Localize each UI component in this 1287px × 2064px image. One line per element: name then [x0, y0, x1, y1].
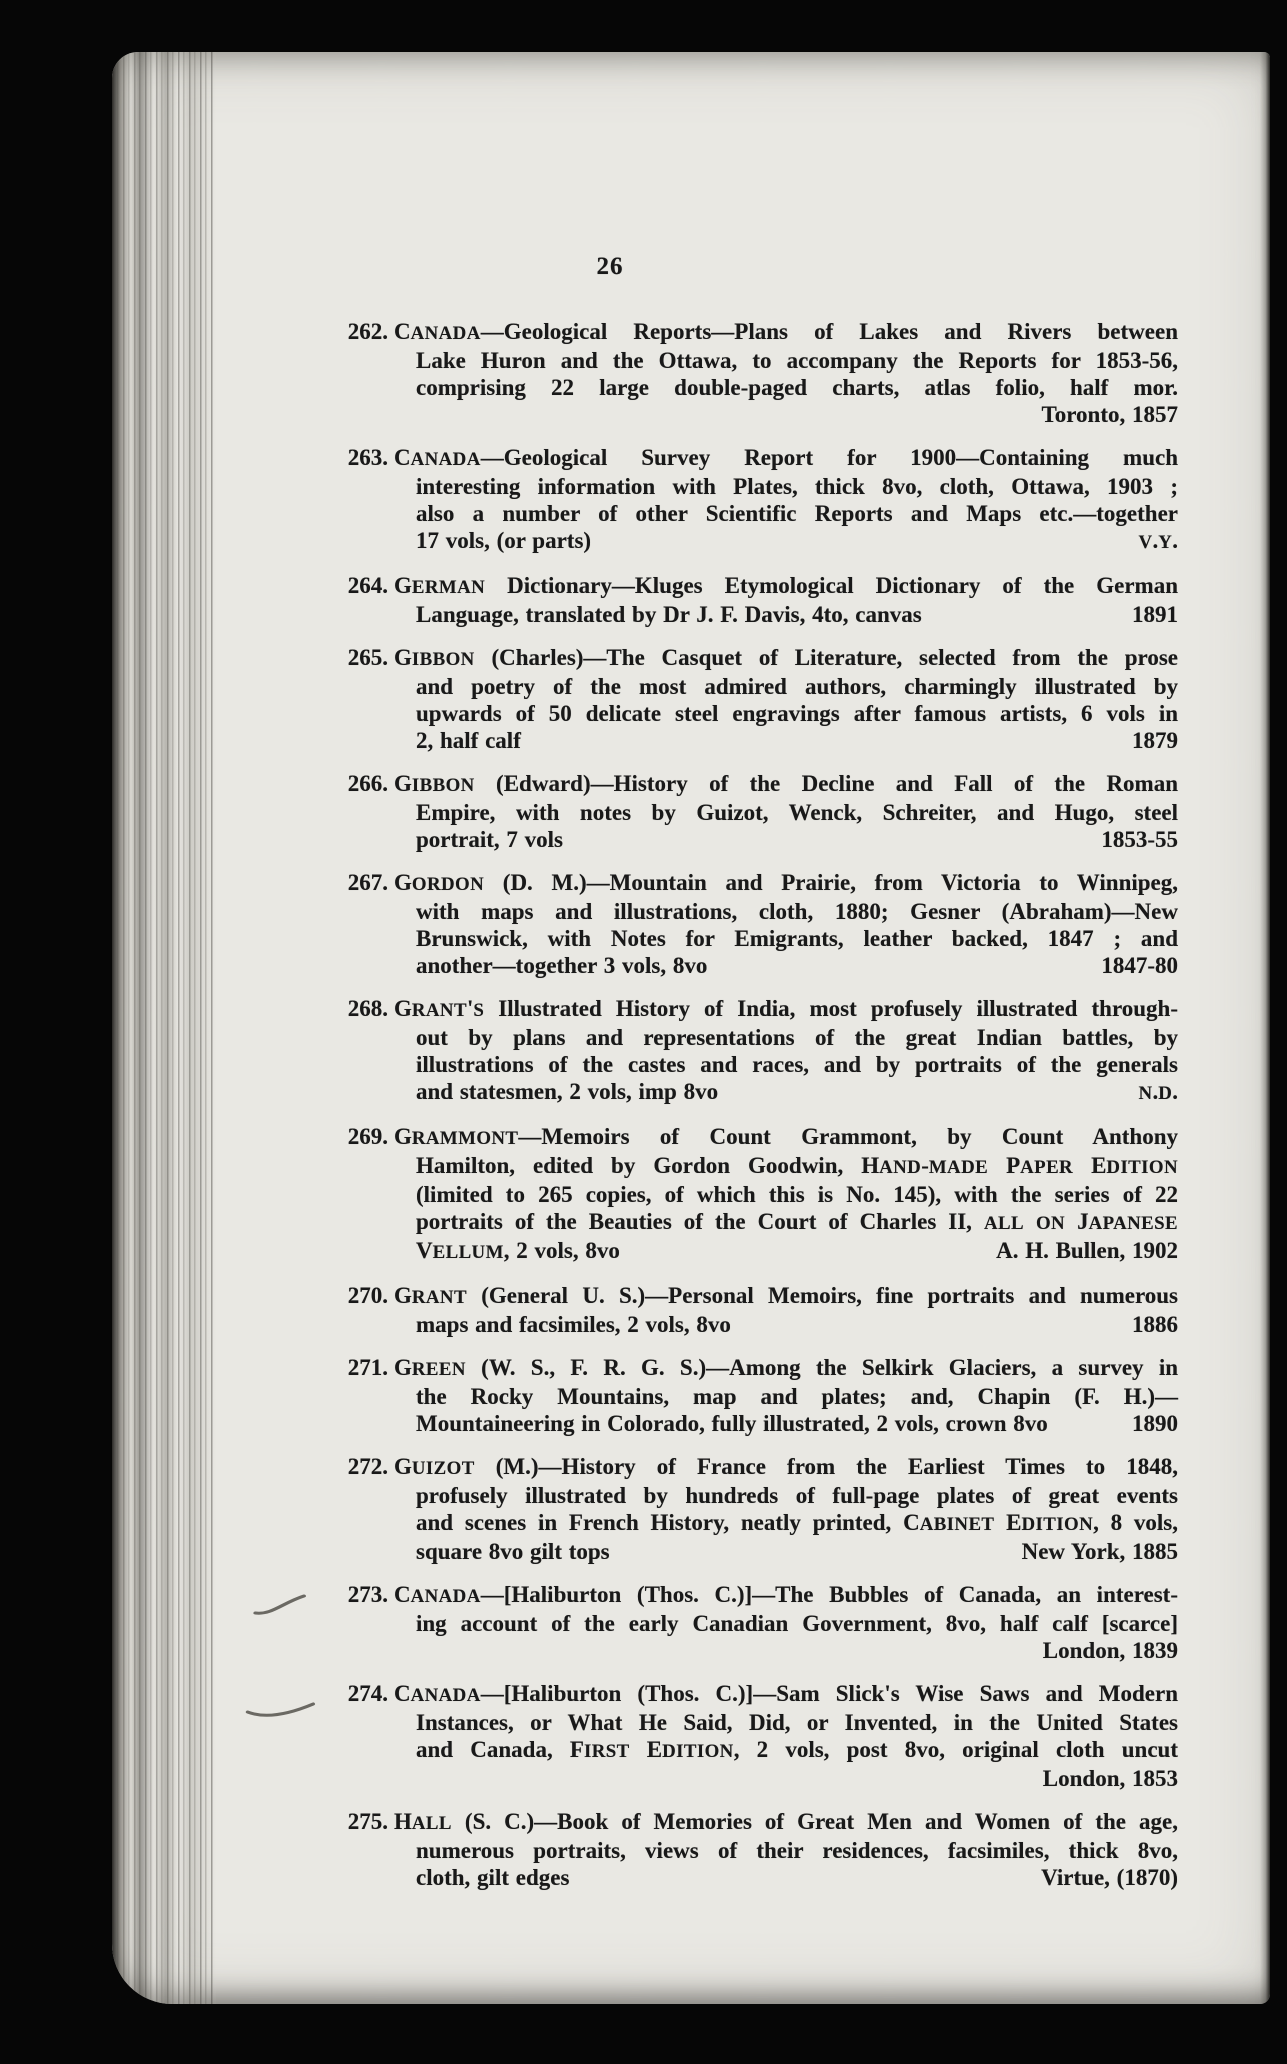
entry-line-text: another—together 3 vols, 8vo — [416, 953, 708, 978]
small-caps-text: CANADA — [394, 445, 481, 470]
entry-line — [394, 601, 1178, 628]
small-caps-text: FIRST EDITION — [569, 1737, 734, 1762]
entry-imprint: 1886 — [1132, 1312, 1178, 1337]
entry-body — [394, 869, 1178, 979]
entry-body — [394, 572, 1178, 628]
entry-line — [394, 1311, 1178, 1338]
entry-line — [394, 1709, 1178, 1736]
entry-line — [394, 1637, 1178, 1664]
small-caps-text: GRANT'S — [394, 996, 485, 1021]
page-edge-stack — [112, 52, 216, 2004]
small-caps-text: CANADA — [394, 319, 481, 344]
catalog-content — [330, 252, 1178, 1891]
catalog-entry — [330, 869, 1178, 979]
entry-line — [394, 700, 1178, 727]
entry-line — [394, 898, 1178, 925]
entry-line-text: interesting information with Plates, thick 8vo, cloth, Ottawa, 1903 ; — [416, 474, 1178, 499]
entry-line — [394, 1152, 1178, 1181]
small-caps-text: GRANT — [394, 1283, 467, 1308]
entry-line-text: GUIZOT (M.)—History of France from the Earliest Times to 1848, — [394, 1454, 1178, 1479]
entry-line — [394, 1383, 1178, 1410]
entry-line — [394, 473, 1178, 500]
entry-line-text: GRANT (General U. S.)—Personal Memoirs, fine portraits and numerous — [394, 1283, 1178, 1308]
entry-line-text: 17 vols, (or parts) — [416, 528, 592, 553]
entry-line — [394, 826, 1178, 853]
entry-number: 264. — [347, 573, 388, 598]
entry-line-text: and scenes in French History, neatly printed, CABINET EDITION, 8 vols, — [416, 1510, 1178, 1535]
entry-number: 273. — [347, 1582, 388, 1607]
entry-line-text: upwards of 50 delicate steel engravings after famous artists, 6 vols in — [416, 701, 1178, 726]
page-number: 26 — [596, 253, 624, 280]
entry-body — [394, 318, 1178, 428]
entry-line-text: portrait, 7 vols — [416, 827, 564, 852]
catalog-entry — [330, 1123, 1178, 1266]
entry-line-text: VELLUM, 2 vols, 8vo — [416, 1238, 620, 1263]
entry-line — [394, 1051, 1178, 1078]
book-page — [112, 52, 1270, 2004]
entry-line-text: GRAMMONT—Memoirs of Count Grammont, by Count Anthony — [394, 1124, 1178, 1149]
entry-number: 267. — [347, 870, 388, 895]
entry-line — [394, 1765, 1178, 1792]
entry-line-text: the Rocky Mountains, map and plates; and, Chapin (F. H.)— — [416, 1384, 1178, 1409]
entry-line — [394, 770, 1178, 799]
entry-line — [394, 952, 1178, 979]
small-caps-text: GORDON — [394, 870, 485, 895]
entry-line-text: also a number of other Scientific Reports and Maps etc.—together — [416, 501, 1178, 526]
entry-line — [394, 995, 1178, 1024]
entry-line — [394, 500, 1178, 527]
entry-line — [394, 1837, 1178, 1864]
catalog-entry — [330, 644, 1178, 754]
entry-line — [394, 1482, 1178, 1509]
entry-line — [394, 1208, 1178, 1237]
entry-number: 269. — [347, 1124, 388, 1149]
entry-number: 271. — [347, 1355, 388, 1380]
entry-line-text: Brunswick, with Notes for Emigrants, leather backed, 1847 ; and — [416, 926, 1178, 951]
catalog-entry-list — [330, 318, 1178, 1891]
entry-body — [394, 1123, 1178, 1266]
entry-line-text: numerous portraits, views of their residences, facsimiles, thick 8vo, — [416, 1838, 1178, 1863]
catalog-entry — [330, 444, 1178, 556]
entry-body — [394, 770, 1178, 853]
entry-number: 275. — [347, 1809, 388, 1834]
small-caps-text: HAND-MADE PAPER EDITION — [861, 1153, 1178, 1178]
entry-line — [394, 1410, 1178, 1437]
entry-body — [394, 1680, 1178, 1792]
small-caps-text: GRAMMONT — [394, 1124, 519, 1149]
entry-line-text: GIBBON (Charles)—The Casquet of Literature, selected from the prose — [394, 645, 1178, 670]
entry-line-text: out by plans and representations of the great Indian battles, by — [416, 1025, 1178, 1050]
entry-line — [394, 374, 1178, 401]
entry-imprint: 1891 — [1132, 602, 1178, 627]
entry-line-text: CANADA—Geological Survey Report for 1900—Containing much — [394, 445, 1178, 470]
entry-line-text: GRANT'S Illustrated History of India, most profusely illustrated through- — [394, 996, 1178, 1021]
entry-line-text: Hamilton, edited by Gordon Goodwin, HAND-MADE PAPER EDITION — [416, 1153, 1178, 1178]
entry-imprint: London, 1839 — [1042, 1638, 1178, 1663]
entry-imprint: New York, 1885 — [1021, 1539, 1178, 1564]
entry-imprint: 1890 — [1132, 1411, 1178, 1436]
entry-line — [394, 1024, 1178, 1051]
entry-line-text: GORDON (D. M.)—Mountain and Prairie, from Victoria to Winnipeg, — [394, 870, 1178, 895]
entry-line-text: CANADA—[Haliburton (Thos. C.)]—Sam Slick's Wise Saws and Modern — [394, 1681, 1178, 1706]
entry-line — [394, 1509, 1178, 1538]
entry-line-text: portraits of the Beauties of the Court of Charles II, ALL ON JAPANESE — [416, 1209, 1178, 1234]
entry-line-text: Mountaineering in Colorado, fully illustrated, 2 vols, crown 8vo — [416, 1411, 1048, 1436]
small-caps-text: CANADA — [394, 1681, 481, 1706]
catalog-entry — [330, 1453, 1178, 1565]
entry-line-text: maps and facsimiles, 2 vols, 8vo — [416, 1312, 731, 1337]
handwritten-pencil-mark — [250, 1587, 312, 1621]
entry-number: 274. — [347, 1681, 388, 1706]
entry-line-text: cloth, gilt edges — [416, 1865, 570, 1890]
entry-line — [394, 1736, 1178, 1765]
catalog-entry — [330, 318, 1178, 428]
entry-body — [394, 995, 1178, 1107]
entry-line-text: and Canada, FIRST EDITION, 2 vols, post 8vo, original cloth uncut — [416, 1737, 1178, 1762]
entry-line-text: with maps and illustrations, cloth, 1880; Gesner (Abraham)—New — [416, 899, 1178, 924]
entry-line-text: profusely illustrated by hundreds of full-page plates of great events — [416, 1483, 1178, 1508]
catalog-entry — [330, 770, 1178, 853]
entry-line — [394, 401, 1178, 428]
entry-body — [394, 1581, 1178, 1664]
entry-line-text: square 8vo gilt tops — [416, 1539, 610, 1564]
entry-imprint: Virtue, (1870) — [1041, 1865, 1178, 1890]
entry-line-text: 2, half calf — [416, 728, 521, 753]
entry-number: 272. — [347, 1454, 388, 1479]
small-caps-text: GUIZOT — [394, 1454, 475, 1479]
entry-body — [394, 1282, 1178, 1338]
entry-line — [394, 869, 1178, 898]
entry-line-text: Instances, or What He Said, Did, or Invented, in the United States — [416, 1710, 1178, 1735]
entry-line — [394, 1181, 1178, 1208]
entry-line — [394, 727, 1178, 754]
catalog-entry — [330, 1581, 1178, 1664]
entry-imprint: 1847-80 — [1101, 953, 1178, 978]
small-caps-text: HALL — [394, 1809, 452, 1834]
entry-line-text: CANADA—Geological Reports—Plans of Lakes and Rivers between — [394, 319, 1178, 344]
entry-line — [394, 444, 1178, 473]
entry-line-text: and poetry of the most admired authors, charmingly illustrated by — [416, 674, 1178, 699]
entry-line — [394, 1123, 1178, 1152]
entry-line-text: illustrations of the castes and races, and by portraits of the generals — [416, 1052, 1178, 1077]
catalog-entry — [330, 572, 1178, 628]
entry-line-text: and statesmen, 2 vols, imp 8vo — [416, 1079, 719, 1104]
entry-line — [394, 1610, 1178, 1637]
small-caps-text: GREEN — [394, 1355, 466, 1380]
entry-line — [394, 644, 1178, 673]
entry-line-text: GREEN (W. S., F. R. G. S.)—Among the Selkirk Glaciers, a survey in — [394, 1355, 1178, 1380]
entry-line — [394, 1680, 1178, 1709]
entry-line — [394, 1453, 1178, 1482]
entry-body — [394, 1808, 1178, 1891]
entry-line — [394, 1864, 1178, 1891]
entry-body — [394, 1453, 1178, 1565]
entry-line-text: GERMAN Dictionary—Kluges Etymological Dictionary of the German — [394, 573, 1178, 598]
entry-number: 265. — [347, 645, 388, 670]
entry-line — [394, 347, 1178, 374]
small-caps-text: CABINET EDITION — [903, 1510, 1094, 1535]
catalog-entry — [330, 995, 1178, 1107]
handwritten-pencil-mark — [244, 1696, 318, 1730]
entry-line-text: Lake Huron and the Ottawa, to accompany the Reports for 1853-56, — [416, 348, 1178, 373]
entry-line — [394, 572, 1178, 601]
entry-line — [394, 1282, 1178, 1311]
entry-imprint: A. H. Bullen, 1902 — [996, 1238, 1178, 1263]
catalog-entry — [330, 1680, 1178, 1792]
entry-line — [394, 673, 1178, 700]
entry-line-text: ing account of the early Canadian Government, 8vo, half calf [scarce] — [416, 1611, 1178, 1636]
entry-line-text: Language, translated by Dr J. F. Davis, 4to, canvas — [416, 602, 922, 627]
small-caps-text: ALL ON JAPANESE — [983, 1209, 1178, 1234]
small-caps-text: VELLUM — [416, 1238, 504, 1263]
entry-imprint: Toronto, 1857 — [1041, 402, 1178, 427]
entry-line-text: CANADA—[Haliburton (Thos. C.)]—The Bubbles of Canada, an interest- — [394, 1582, 1178, 1607]
entry-line — [394, 527, 1178, 556]
entry-number: 268. — [347, 996, 388, 1021]
entry-number: 270. — [347, 1283, 388, 1308]
entry-line — [394, 1354, 1178, 1383]
entry-body — [394, 1354, 1178, 1437]
entry-imprint: 1879 — [1132, 728, 1178, 753]
entry-number: 263. — [347, 445, 388, 470]
entry-imprint: N.D. — [1138, 1079, 1178, 1104]
entry-line — [394, 1538, 1178, 1565]
entry-number: 266. — [347, 771, 388, 796]
entry-line-text: Empire, with notes by Guizot, Wenck, Schreiter, and Hugo, steel — [416, 800, 1178, 825]
entry-line-text: comprising 22 large double-paged charts, atlas folio, half mor. — [416, 375, 1178, 400]
small-caps-text: CANADA — [394, 1582, 481, 1607]
entry-imprint: V.Y. — [1138, 528, 1178, 553]
entry-line — [394, 925, 1178, 952]
catalog-entry — [330, 1808, 1178, 1891]
catalog-entry — [330, 1354, 1178, 1437]
entry-line — [394, 1581, 1178, 1610]
small-caps-text: GIBBON — [394, 645, 475, 670]
entry-line — [394, 1237, 1178, 1266]
entry-line-text: HALL (S. C.)—Book of Memories of Great Men and Women of the age, — [394, 1809, 1178, 1834]
entry-imprint: 1853-55 — [1101, 827, 1178, 852]
entry-line — [394, 1808, 1178, 1837]
entry-line — [394, 799, 1178, 826]
catalog-entry — [330, 1282, 1178, 1338]
entry-body — [394, 444, 1178, 556]
entry-line-text: GIBBON (Edward)—History of the Decline and Fall of the Roman — [394, 771, 1178, 796]
entry-line-text: (limited to 265 copies, of which this is No. 145), with the series of 22 — [416, 1182, 1178, 1207]
small-caps-text: GERMAN — [394, 573, 486, 598]
entry-line — [394, 318, 1178, 347]
entry-number: 262. — [347, 319, 388, 344]
entry-imprint: London, 1853 — [1042, 1766, 1178, 1791]
entry-body — [394, 644, 1178, 754]
small-caps-text: GIBBON — [394, 771, 475, 796]
entry-line — [394, 1078, 1178, 1107]
